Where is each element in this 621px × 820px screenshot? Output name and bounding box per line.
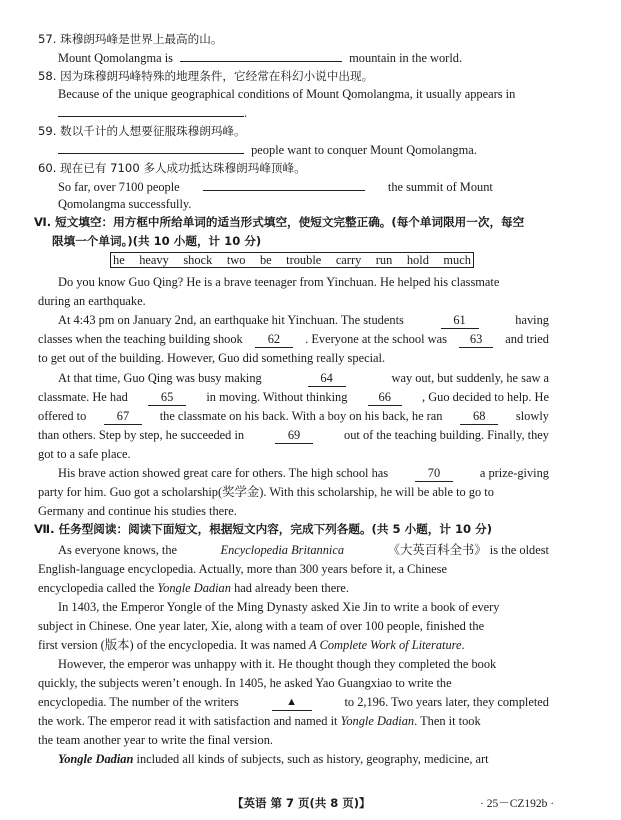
q57-text-before: Mount Qomolangma is	[58, 51, 173, 65]
word-bank-item: be	[259, 252, 272, 267]
passage6-line: to get out of the building. However, Guo did something really special.	[38, 351, 386, 365]
q59-sentence	[58, 141, 477, 158]
section7-heading: Ⅶ. 任务型阅读：阅读下面短文，根据短文内容，完成下列各题。(共 5 小题，计 10 分)	[34, 522, 493, 536]
q60-answer-blank[interactable]	[203, 178, 365, 191]
passage6-text: and tried	[505, 332, 549, 346]
passage7-line: the team another year to write the final version.	[38, 733, 273, 747]
q58-answer-blank[interactable]	[58, 104, 244, 117]
passage7-text: first version (版本) of the encyclopedia. It was named	[38, 638, 307, 652]
q59-text-after: people want to conquer Mount Qomolangma.	[251, 143, 477, 157]
page-footer-number: 【英语 第 7 页(共 8 页)】	[232, 796, 371, 810]
passage7-line: quickly, the subjects weren’t enough. In 1405, he asked Yao Guangxiao to write the	[38, 676, 452, 690]
passage6-line	[38, 408, 549, 425]
word-bank-item: much	[443, 252, 471, 267]
q59-answer-blank[interactable]	[58, 141, 244, 154]
passage6-text: having	[515, 313, 549, 327]
q58-prompt: 58. 因为珠穆朗玛峰特殊的地理条件，它经常在科幻小说中出现。	[38, 69, 374, 83]
blank-69[interactable]: 69	[275, 427, 313, 444]
word-bank-item: run	[375, 252, 393, 267]
q60-prompt: 60. 现在已有 7100 多人成功抵达珠穆朗玛峰顶峰。	[38, 161, 306, 175]
q60-text-after: the summit of Mount	[387, 180, 493, 194]
blank-67[interactable]: 67	[104, 408, 142, 425]
passage6-line	[38, 331, 549, 348]
passage6-line	[58, 370, 549, 387]
blank-65[interactable]: 65	[148, 389, 186, 406]
section6-heading-line2: 限填一个单词。)(共 10 小题，计 10 分)	[52, 234, 262, 248]
blank-61[interactable]: 61	[441, 312, 479, 329]
q57-prompt: 57. 珠穆朗玛峰是世界上最高的山。	[38, 32, 223, 46]
q58-period: .	[244, 106, 248, 120]
q58-sentence-line1: Because of the unique geographical conditions of Mount Qomolangma, it usually appears in	[58, 87, 516, 101]
passage6-line: got to a safe place.	[38, 447, 131, 461]
word-bank-item: heavy	[139, 252, 169, 267]
q60-sentence-line2: Qomolangma successfully.	[58, 197, 192, 211]
q60-text-before: So far, over 7100 people	[58, 180, 180, 194]
passage6-text: out of the teaching building. Finally, they	[344, 428, 549, 442]
passage6-line	[38, 427, 549, 444]
passage7-text: 《大英百科全书》 is the oldest	[387, 543, 549, 557]
word-bank-item: he	[113, 252, 125, 267]
passage6-line: Do you know Guo Qing? He is a brave teenager from Yinchuan. He helped his classmate	[58, 275, 500, 289]
answer-marker-triangle[interactable]: ▲	[272, 694, 312, 711]
word-bank	[110, 252, 474, 268]
passage7-line	[38, 713, 481, 729]
passage7-italic-title: Encyclopedia Britannica	[220, 543, 345, 557]
blank-68[interactable]: 68	[460, 408, 498, 425]
passage7-italic-title: Yongle Dadian	[157, 581, 231, 595]
q57-sentence	[58, 49, 462, 66]
passage6-text: At 4:43 pm on January 2nd, an earthquake hit Yinchuan. The students	[58, 313, 404, 327]
passage7-line	[38, 694, 549, 711]
word-bank-item: hold	[406, 252, 429, 267]
passage6-line	[58, 465, 549, 482]
passage6-text: than others. Step by step, he succeeded in	[38, 428, 245, 442]
passage6-text: classes when the teaching building shook	[38, 332, 243, 346]
word-bank-item: trouble	[286, 252, 322, 267]
q57-answer-blank[interactable]	[180, 49, 342, 62]
passage6-text: His brave action showed great care for others. The high school has	[58, 466, 389, 480]
passage7-line: subject in Chinese. One year later, Xie, along with a team of over 100 people, finished the	[38, 619, 485, 633]
passage7-italic-title: A Complete Work of Literature	[309, 638, 462, 652]
passage6-text: , Guo decided to help. He	[422, 390, 549, 404]
passage7-line: In 1403, the Emperor Yongle of the Ming Dynasty asked Xie Jin to write a book of every	[58, 600, 500, 614]
blank-63[interactable]: 63	[459, 331, 493, 348]
page-footer-code: · 25－CZ192b ·	[480, 798, 555, 810]
passage7-text: included all kinds of subjects, such as history, geography, medicine, art	[136, 752, 489, 766]
word-bank-item: two	[226, 252, 246, 267]
passage7-text: the work. The emperor read it with satisfaction and named it	[38, 714, 338, 728]
passage7-text: . Then it took	[414, 714, 481, 728]
passage7-line	[58, 751, 489, 767]
passage7-text: had already been there.	[234, 581, 349, 595]
blank-64[interactable]: 64	[308, 370, 346, 387]
q57-text-after: mountain in the world.	[349, 51, 463, 65]
blank-70[interactable]: 70	[415, 465, 453, 482]
passage6-text: classmate. He had	[38, 390, 128, 404]
passage7-line	[58, 542, 549, 558]
blank-66[interactable]: 66	[368, 389, 402, 406]
passage6-text: in moving. Without thinking	[206, 390, 348, 404]
passage6-line	[58, 312, 549, 329]
passage7-italic-title: Yongle Dadian	[58, 752, 134, 766]
passage7-line	[38, 580, 349, 596]
passage6-text: At that time, Guo Qing was busy making	[58, 371, 262, 385]
passage7-text: to 2,196. Two years later, they completed	[344, 695, 549, 709]
passage6-text: slowly	[515, 409, 549, 423]
passage7-text: encyclopedia called the	[38, 581, 155, 595]
passage7-text: As everyone knows, the	[58, 543, 178, 557]
passage6-text: the classmate on his back. With a boy on his back, he ran	[159, 409, 443, 423]
passage7-line	[38, 637, 465, 653]
passage6-line: party for him. Guo got a scholarship(奖学金). With this scholarship, he will be able to go to	[38, 485, 494, 499]
passage6-line: Germany and continue his studies there.	[38, 504, 237, 518]
passage7-line: However, the emperor was unhappy with it. He thought though they completed the book	[58, 657, 497, 671]
passage7-text: .	[461, 638, 465, 652]
passage7-line: English-language encyclopedia. Actually, more than 300 years before it, a Chinese	[38, 562, 447, 576]
q60-sentence-line1	[58, 178, 493, 195]
word-bank-item: shock	[183, 252, 213, 267]
passage6-text: . Everyone at the school was	[305, 332, 447, 346]
passage7-italic-title: Yongle Dadian	[340, 714, 415, 728]
passage6-text: way out, but suddenly, he saw a	[391, 371, 549, 385]
passage7-text: encyclopedia. The number of the writers	[38, 695, 239, 709]
passage6-line: during an earthquake.	[38, 294, 146, 308]
word-bank-item: carry	[335, 252, 362, 267]
q58-sentence-line2	[58, 104, 247, 121]
passage6-text: offered to	[38, 409, 87, 423]
section6-heading-line1: Ⅵ. 短文填空：用方框中所给单词的适当形式填空，使短文完整正确。(每个单词限用一次，每空	[34, 215, 525, 229]
blank-62[interactable]: 62	[255, 331, 293, 348]
q59-prompt: 59. 数以千计的人想要征服珠穆朗玛峰。	[38, 124, 246, 138]
passage6-line	[38, 389, 549, 406]
passage6-text: a prize-giving	[479, 466, 549, 480]
